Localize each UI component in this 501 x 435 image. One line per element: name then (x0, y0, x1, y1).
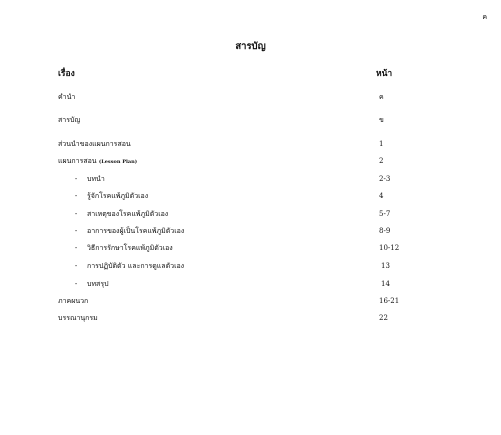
toc-entry (0, 91, 501, 103)
toc-entry-page: ค (379, 93, 384, 101)
page-title: สารบัญ (235, 41, 266, 52)
toc-entry-label (87, 260, 184, 272)
toc-entry-label (58, 295, 88, 307)
toc-entry-page: 8-9 (379, 227, 391, 235)
bullet-dash: - (74, 192, 78, 200)
toc-entry-label (58, 114, 80, 126)
toc-entry-label (87, 242, 173, 254)
toc-entry (0, 295, 501, 307)
toc-entry (0, 114, 501, 126)
toc-entry-text: การปฏิบัติตัว และการดูแลตัวเอง (87, 262, 185, 270)
toc-entry-text: บรรณานุกรม (58, 314, 98, 322)
toc-subentry (0, 208, 501, 220)
toc-entry-text: วิธีการรักษาโรคแพ้ภูมิตัวเอง (87, 244, 173, 252)
page-number: ค (482, 13, 487, 21)
toc-entry-page: 22 (379, 314, 388, 322)
toc-entry (0, 138, 501, 150)
toc-subentry (0, 242, 501, 254)
toc-entry (0, 155, 501, 167)
toc-entry-page: 10-12 (379, 244, 400, 252)
toc-entry-text: บทนำ (87, 175, 105, 183)
toc-entry-page: 13 (381, 262, 390, 270)
toc-entry-text: อาการของผู้เป็นโรคแพ้ภูมิตัวเอง (87, 227, 185, 235)
toc-entry-page: 1 (379, 140, 384, 148)
bullet-dash: - (74, 280, 78, 288)
toc-entry-text: บทสรุป (87, 280, 109, 288)
toc-entry-suffix: (Lesson Plan) (98, 159, 138, 165)
toc-entry-text: คำนำ (58, 93, 76, 101)
toc-entry-label (58, 91, 75, 103)
toc-entry-label (87, 190, 148, 202)
column-header-topic: เรื่อง (58, 69, 75, 79)
toc-entry-page: 5-7 (379, 210, 391, 218)
toc-entry-page: 2 (379, 157, 384, 165)
bullet-dash: - (74, 244, 78, 252)
bullet-dash: - (74, 210, 78, 218)
column-header-page: หน้า (376, 69, 393, 79)
toc-entry (0, 312, 501, 324)
toc-entry-text: ภาคผนวก (58, 297, 89, 305)
toc-subentry (0, 260, 501, 272)
toc-entry-label (58, 138, 131, 150)
toc-entry-page: 2-3 (379, 175, 391, 183)
toc-entry-page: 14 (381, 280, 390, 288)
toc-subentry (0, 225, 501, 237)
bullet-dash: - (74, 175, 78, 183)
toc-entry-label (58, 312, 98, 324)
toc-subentry (0, 278, 501, 290)
toc-entry-page: 4 (379, 192, 384, 200)
toc-subentry (0, 173, 501, 185)
toc-entry-label (87, 278, 109, 290)
bullet-dash: - (74, 227, 78, 235)
toc-entry-page: 16-21 (379, 297, 400, 305)
bullet-dash: - (74, 262, 78, 270)
toc-entry-label (87, 208, 168, 220)
toc-entry-text: สาเหตุของโรคแพ้ภูมิตัวเอง (87, 210, 169, 218)
toc-subentry (0, 190, 501, 202)
toc-entry-label (87, 173, 105, 185)
toc-entry-text: รู้จักโรคแพ้ภูมิตัวเอง (87, 192, 149, 200)
toc-entry-text: ส่วนนำของแผนการสอน (58, 140, 131, 148)
toc-entry-page: ข (379, 116, 384, 124)
toc-entry-text: แผนการสอน (58, 157, 97, 165)
toc-entry-label (87, 225, 184, 237)
toc-entry-label (58, 155, 137, 168)
toc-entry-text: สารบัญ (58, 116, 81, 124)
